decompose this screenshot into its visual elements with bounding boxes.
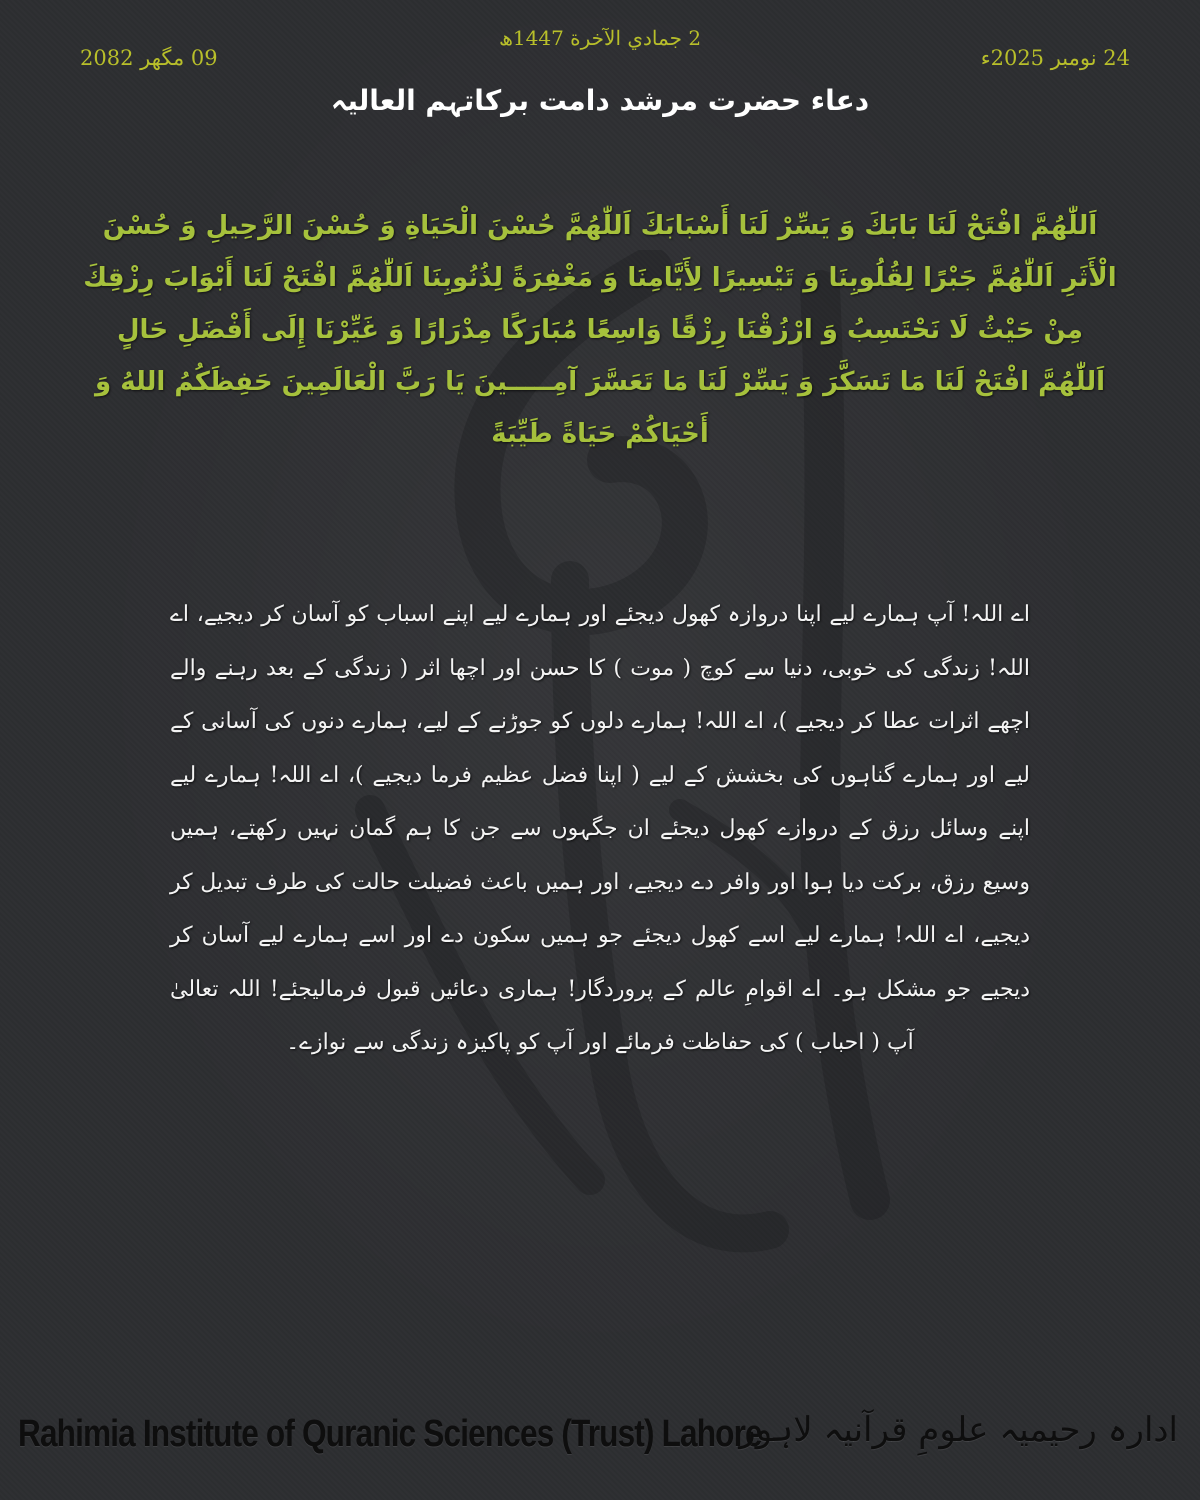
- footer-english-name: Rahimia Institute of Quranic Sciences (Trust) Lahore: [18, 1413, 762, 1455]
- footer: [0, 1405, 1200, 1500]
- bikrami-date: 09 مگھر 2082: [80, 46, 218, 70]
- footer-urdu-logo: ادارہ رحیمیہ علومِ قرآنیہ لاہور: [739, 1410, 1178, 1450]
- hijri-date: 2 جمادي الآخرة 1447ھ: [498, 26, 702, 50]
- arabic-dua-text: اَللّٰهُمَّ افْتَحْ لَنَا بَابَكَ وَ يَسِّرْ لَنَا أَسْبَابَكَ اَللّٰهُمَّ حُسْنَ الْحَيَاةِ وَ حُسْنَ الرَّحِيلِ وَ حُسْنَ الْأَثَرِ اَللّٰهُمَّ جَبْرًا لِقُلُوبِنَا وَ تَيْسِيرًا لِأَيَّامِنَا وَ مَغْفِرَةً لِذُنُوبِنَا اَللّٰهُمَّ افْتَحْ لَنَا أَبْوَابَ رِزْقِكَ مِنْ حَيْثُ لَا نَحْتَسِبُ وَ ارْزُقْنَا رِزْقًا وَاسِعًا مُبَارَكًا مِدْرَارًا وَ غَيِّرْنَا إِلَى أَفْضَلِ حَالٍ اَللّٰهُمَّ افْتَحْ لَنَا مَا تَسَكَّرَ وَ يَسِّرْ لَنَا مَا تَعَسَّرَ آمِـــــينَ يَا رَبَّ الْعَالَمِينَ حَفِظَكُمُ اللهُ وَ أَحْيَاكُمْ حَيَاةً طَيِّبَةً: [83, 211, 1117, 449]
- gregorian-date: 24 نومبر 2025ء: [980, 46, 1130, 70]
- page-title: دعاء حضرت مرشد دامت برکاتہم العالیہ: [330, 84, 870, 117]
- urdu-translation-text: اے اللہ! آپ ہمارے لیے اپنا دروازہ کھول دیجئے اور ہمارے لیے اپنے اسباب کو آسان کر دیجیے، اے اللہ! زندگی کی خوبی، دنیا سے کوچ ( موت ) کا حسن اور اچھا اثر ( زندگی کے بعد رہنے والے اچھے اثرات عطا کر دیجیے )، اے اللہ! ہمارے دلوں کو جوڑنے کے لیے، ہمارے دنوں کی آسانی کے لیے اور ہمارے گناہوں کی بخشش کے لیے ( اپنا فضل عظیم فرما دیجیے )، اے اللہ! ہمارے لیے اپنے وسائل رزق کے دروازے کھول دیجئے ان جگہوں سے جن کا ہم گمان نہیں رکھتے، ہمیں وسیع رزق، برکت دیا ہوا اور وافر دے دیجیے، اور ہمیں باعث فضیلت حالت کی طرف تبدیل کر دیجیے، اے اللہ! ہمارے لیے اسے کھول دیجئے جو ہمیں سکون دے اور اسے ہمارے لیے آسان کر دیجیے جو مشکل ہو۔ اے اقوامِ عالم کے پروردگار! ہماری دعائیں قبول فرمالیجئے! اللہ تعالیٰ آپ ( احباب ) کی حفاظت فرمائے اور آپ کو پاکیزہ زندگی سے نوازے۔: [170, 602, 1030, 1055]
